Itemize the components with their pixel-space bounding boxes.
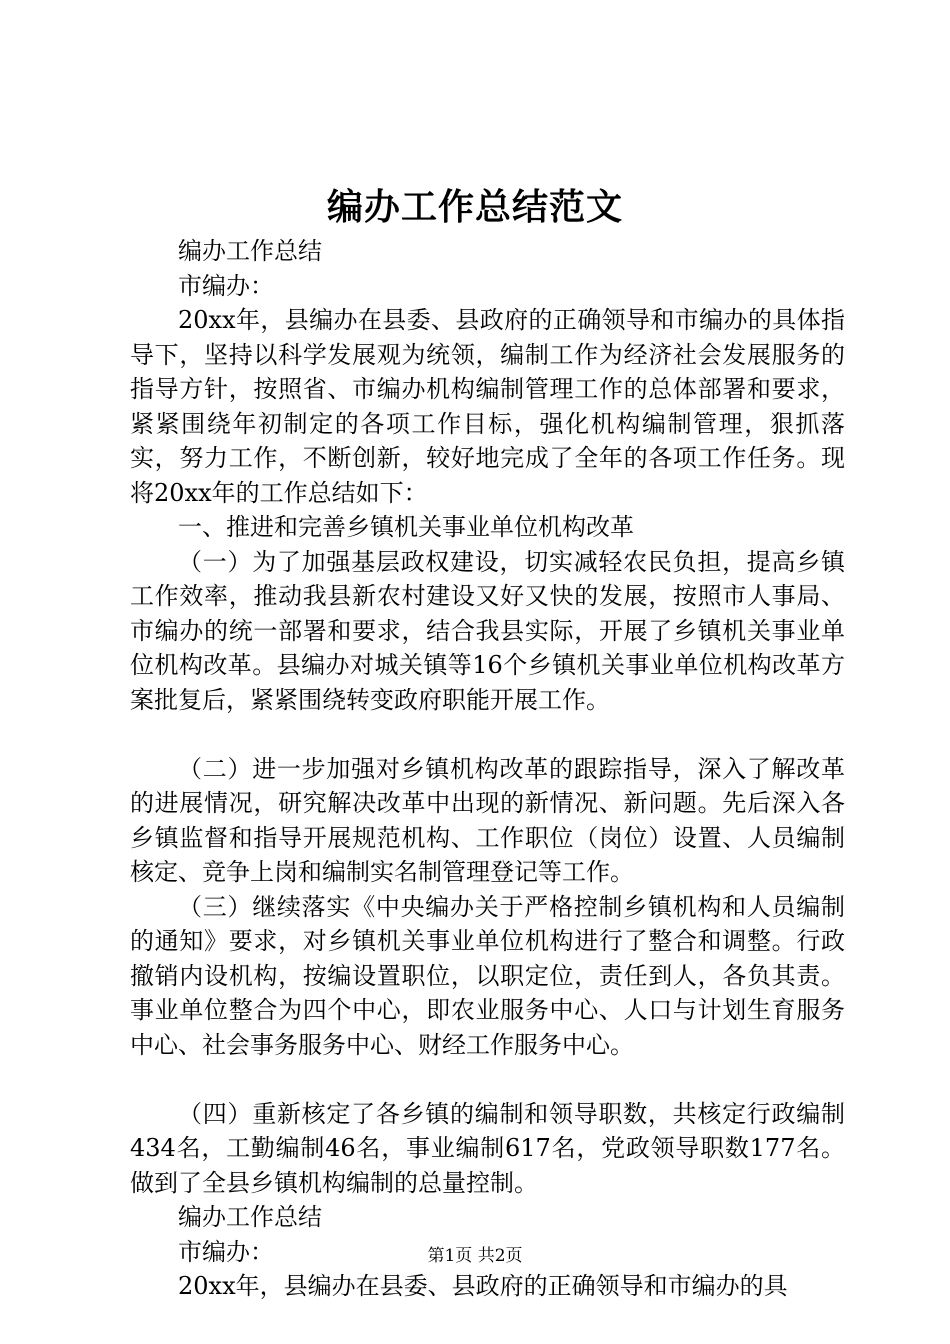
item-two-paragraph: （二）进一步加强对乡镇机构改革的跟踪指导，深入了解改革的进展情况，研究解决改革中出现的新情况、新问题。先后深入各乡镇监督和指导开展规范机构、工作职位（岗位）设置、人员编制核定、竞争上岗和编制实名制管理登记等工作。 <box>130 754 845 886</box>
item-three-paragraph: （三）继续落实《中央编办关于严格控制乡镇机构和人员编制的通知》要求，对乡镇机关事业单位机构进行了整合和调整。行政撤销内设机构，按编设置职位，以职定位，责任到人，各负其责。事业单位整合为四个中心，即农业服务中心、人口与计划生育服务中心、社会事务服务中心、财经工作服务中心。 <box>130 892 845 1059</box>
document-body <box>130 234 845 1304</box>
document-title: 编办工作总结范文 <box>326 186 623 228</box>
item-four-paragraph: （四）重新核定了各乡镇的编制和领导职数，共核定行政编制434名，工勤编制46名，事业编制617名，党政领导职数177名。做到了全县乡镇机构编制的总量控制。 <box>130 1099 845 1197</box>
heading-line: 编办工作总结 <box>178 237 322 265</box>
section-heading: 一、推进和完善乡镇机关事业单位机构改革 <box>178 513 634 541</box>
heading-line-repeat: 编办工作总结 <box>178 1203 322 1231</box>
intro-paragraph: 20xx年，县编办在县委、县政府的正确领导和市编办的具体指导下，坚持以科学发展观为统领，编制工作为经济社会发展服务的指导方针，按照省、市编办机构编制管理工作的总体部署和要求，紧紧围绕年初制定的各项工作目标，强化机构编制管理，狠抓落实，努力工作，不断创新，较好地完成了全年的各项工作任务。现将20xx年的工作总结如下： <box>130 306 845 507</box>
intro-paragraph-repeat: 20xx年，县编办在县委、县政府的正确领导和市编办的具 <box>178 1272 788 1300</box>
item-one-paragraph: （一）为了加强基层政权建设，切实减轻农民负担，提高乡镇工作效率，推动我县新农村建设又好又快的发展，按照市人事局、市编办的统一部署和要求，结合我县实际，开展了乡镇机关事业单位机构改革。县编办对城关镇等16个乡镇机关事业单位机构改革方案批复后，紧紧围绕转变政府职能开展工作。 <box>130 547 845 714</box>
salutation-line: 市编办： <box>178 271 274 300</box>
salutation-line-repeat: 市编办： <box>178 1237 274 1266</box>
page-footer: 第1页 共2页 <box>427 1246 523 1266</box>
